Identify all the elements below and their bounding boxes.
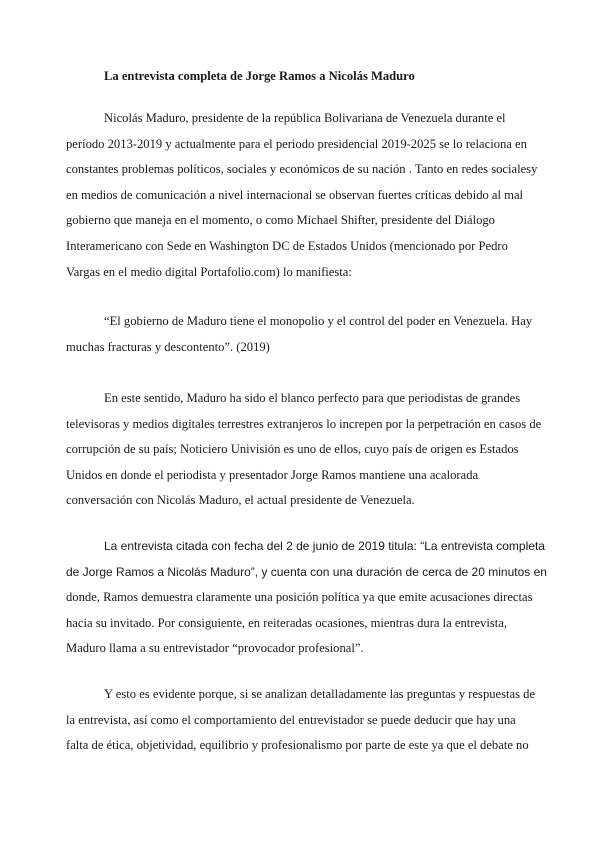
text-line: Nicolás Maduro, presidente de la república Bolivariana de Venezuela durante el	[104, 111, 506, 125]
paragraph-1	[66, 106, 540, 285]
text-line: Vargas en el medio digital Portafolio.com) lo manifiesta:	[66, 264, 352, 279]
text-line: muchas fracturas y descontento”. (2019)	[66, 339, 270, 354]
text-line: Unidos en donde el periodista y presentador Jorge Ramos mantiene una acalorada	[66, 467, 479, 482]
text-line: Maduro llama a su entrevistador “provocador profesional”.	[66, 641, 364, 656]
paragraph-5	[66, 682, 540, 759]
document-title: La entrevista completa de Jorge Ramos a Nicolás Maduro	[104, 69, 415, 83]
text-line: conversación con Nicolás Maduro, el actual presidente de Venezuela.	[66, 493, 415, 508]
paragraph-4	[66, 534, 547, 662]
text-line: hacia su invitado. Por consiguiente, en reiteradas ocasiones, mientras dura la entrevista,	[66, 615, 507, 630]
text-line: la entrevista, así como el comportamiento del entrevistador se puede deducir que hay una	[66, 712, 516, 727]
text-line: constantes problemas políticos, sociales y económicos de su nación . Tanto en redes socialesy	[66, 162, 538, 177]
paragraph-3	[66, 386, 540, 514]
text-line: donde, Ramos demuestra claramente una posición política ya que emite acusaciones directas	[66, 590, 533, 605]
text-line: Interamericano con Sede en Washington DC de Estados Unidos (mencionado por Pedro	[66, 238, 508, 253]
text-line: Y esto es evidente porque, si se analizan detalladamente las preguntas y respuestas de	[104, 687, 536, 701]
text-line: En este sentido, Maduro ha sido el blanco perfecto para que periodistas de grandes	[104, 391, 521, 405]
text-line: período 2013-2019 y actualmente para el periodo presidencial 2019-2025 se lo relaciona en	[66, 136, 527, 151]
text-line: de Jorge Ramos a Nicolás Maduro”, y cuenta con una duración de cerca de 20 minutos en	[66, 564, 547, 579]
quote-paragraph	[66, 309, 540, 360]
text-line: La entrevista citada con fecha del 2 de junio de 2019 titula: “La entrevista completa	[104, 539, 545, 553]
text-line: gobierno que maneja en el momento, o como Michael Shifter, presidente del Diálogo	[66, 213, 495, 228]
text-line: corrupción de su país; Noticiero Univisión es uno de ellos, cuyo país de origen es Estados	[66, 442, 519, 457]
text-line: televisoras y medios digitales terrestres extranjeros lo increpen por la perpetración en casos de	[66, 416, 542, 431]
text-line: falta de ética, objetividad, equilibrio y profesionalismo por parte de este ya que el debate no	[66, 738, 529, 753]
text-line: en medios de comunicación a nivel internacional se observan fuertes críticas debido al mal	[66, 187, 524, 202]
text-line: “El gobierno de Maduro tiene el monopolio y el control del poder en Venezuela. Hay	[104, 314, 533, 328]
